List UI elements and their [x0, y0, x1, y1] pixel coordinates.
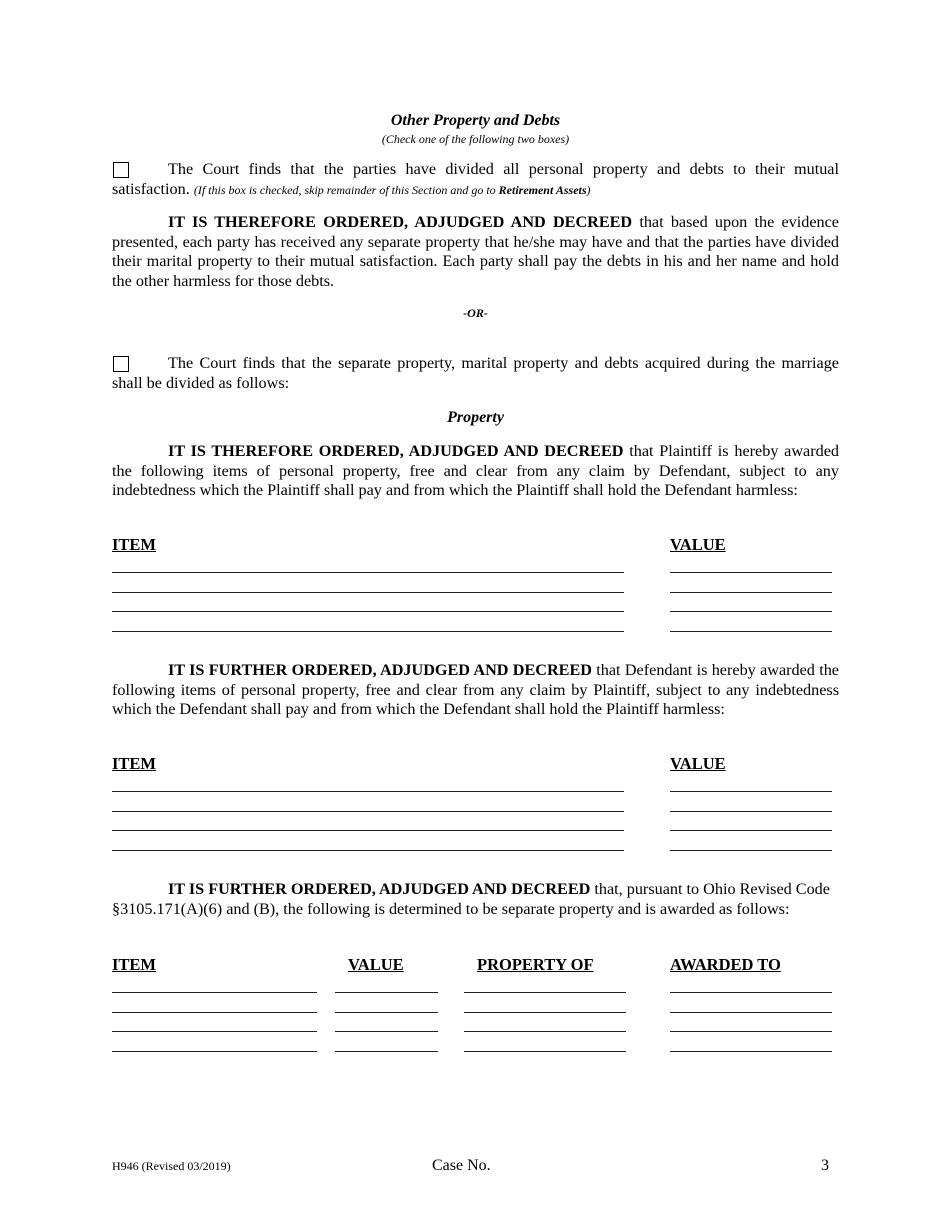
plaintiff-item-line[interactable] [112, 592, 624, 593]
separate-awarded-to-line[interactable] [670, 1012, 832, 1013]
separate-item-line[interactable] [112, 1031, 317, 1032]
separate-item-line[interactable] [112, 1051, 317, 1052]
plaintiff-item-line[interactable] [112, 611, 624, 612]
defendant-value-header: VALUE [670, 754, 726, 773]
separate-property-text: IT IS FURTHER ORDERED, ADJUDGED AND DECREED that, pursuant to Ohio Revised Code §3105.171(A)(6) and (B), the following is determined to be separate property and is awarded as follows: [112, 880, 830, 918]
plaintiff-value-line[interactable] [670, 631, 832, 632]
defendant-item-line[interactable] [112, 811, 624, 812]
defendant-item-line[interactable] [112, 791, 624, 792]
separate-property-of-line[interactable] [464, 1031, 626, 1032]
plaintiff-value-line[interactable] [670, 611, 832, 612]
plaintiff-value-line[interactable] [670, 592, 832, 593]
separate-item-line[interactable] [112, 1012, 317, 1013]
separate-awarded-to-line[interactable] [670, 1051, 832, 1052]
separate-awarded-to-header: AWARDED TO [670, 955, 781, 974]
option-1-note: (If this box is checked, skip remainder of this Section and go to Retirement Assets) [193, 182, 591, 197]
separate-value-line[interactable] [335, 1051, 438, 1052]
separate-property-of-line[interactable] [464, 1051, 626, 1052]
separate-item-header: ITEM [112, 955, 157, 974]
defendant-item-line[interactable] [112, 830, 624, 831]
defendant-value-line[interactable] [670, 811, 832, 812]
option-1-text: The Court finds that the parties have divided all personal property and debts to their mutual satisfaction. (If this box is checked, skip remainder of this Section and go to Retirement Assets) [112, 160, 839, 198]
separate-awarded-to-line[interactable] [670, 1031, 832, 1032]
case-number-label: Case No. [432, 1157, 491, 1174]
separate-value-line[interactable] [335, 1031, 438, 1032]
plaintiff-value-header: VALUE [670, 535, 726, 554]
plaintiff-item-header: ITEM [112, 535, 157, 554]
plaintiff-value-line[interactable] [670, 572, 832, 573]
separate-value-line[interactable] [335, 1012, 438, 1013]
section-title: Other Property and Debts [390, 112, 561, 129]
separate-awarded-to-line[interactable] [670, 992, 832, 993]
defendant-award-text: IT IS FURTHER ORDERED, ADJUDGED AND DECREED that Defendant is hereby awarded the following items of personal property, free and clear from any claim by Plaintiff, subject to any indebtedness which the Defendant shall pay and from which the Defendant shall hold the Plaintiff harmless: [112, 661, 839, 719]
page-number: 3 [821, 1157, 829, 1174]
separate-value-header: VALUE [348, 955, 404, 974]
plaintiff-item-line[interactable] [112, 631, 624, 632]
form-id: H946 (Revised 03/2019) [112, 1159, 231, 1173]
property-heading: Property [447, 409, 504, 426]
defendant-value-line[interactable] [670, 850, 832, 851]
separate-value-line[interactable] [335, 992, 438, 993]
plaintiff-item-line[interactable] [112, 572, 624, 573]
option-2-text: The Court finds that the separate property, marital property and debts acquired during the marriage shall be divided as follows: [112, 354, 839, 392]
plaintiff-award-text: IT IS THEREFORE ORDERED, ADJUDGED AND DECREED that Plaintiff is hereby awarded the following items of personal property, free and clear from any claim by Defendant, subject to any indebtedness which the Plaintiff shall pay and from which the Plaintiff shall hold the Defendant harmless: [112, 442, 840, 500]
separate-property-of-line[interactable] [464, 992, 626, 993]
document-page [112, 0, 839, 1230]
defendant-item-header: ITEM [112, 754, 157, 773]
separate-property-of-header: PROPERTY OF [477, 955, 594, 974]
section-subtitle: (Check one of the following two boxes) [381, 132, 570, 146]
or-divider: -OR- [463, 306, 488, 320]
defendant-value-line[interactable] [670, 830, 832, 831]
separate-property-of-line[interactable] [464, 1012, 626, 1013]
option-1-order: IT IS THEREFORE ORDERED, ADJUDGED AND DECREED that based upon the evidence presented, each party has received any separate property that he/she may have and that the parties have divided their marital property to their mutual satisfaction. Each party shall pay the debts in his and her name and hold the other harmless for those debts. [112, 213, 839, 290]
defendant-value-line[interactable] [670, 791, 832, 792]
separate-item-line[interactable] [112, 992, 317, 993]
defendant-item-line[interactable] [112, 850, 624, 851]
